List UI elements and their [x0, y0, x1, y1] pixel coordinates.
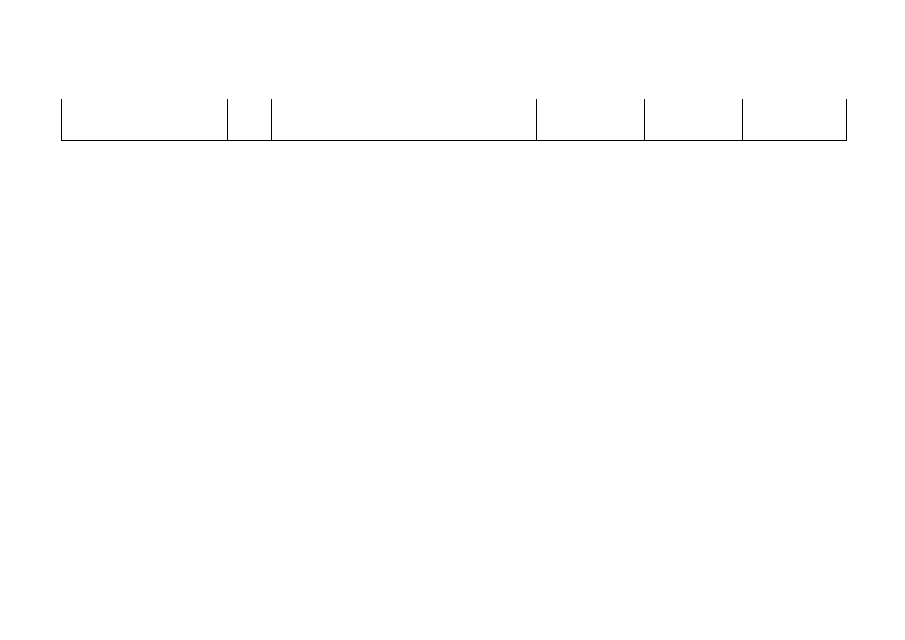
- result-unexecuted-cell: [743, 99, 847, 141]
- result-x-cell: [272, 99, 537, 141]
- result-row: [62, 99, 847, 141]
- budget-execution-table: [61, 99, 847, 141]
- result-approved-cell: [537, 99, 645, 141]
- result-code-cell: [228, 99, 272, 141]
- result-name-cell: [62, 99, 228, 141]
- result-executed-cell: [645, 99, 743, 141]
